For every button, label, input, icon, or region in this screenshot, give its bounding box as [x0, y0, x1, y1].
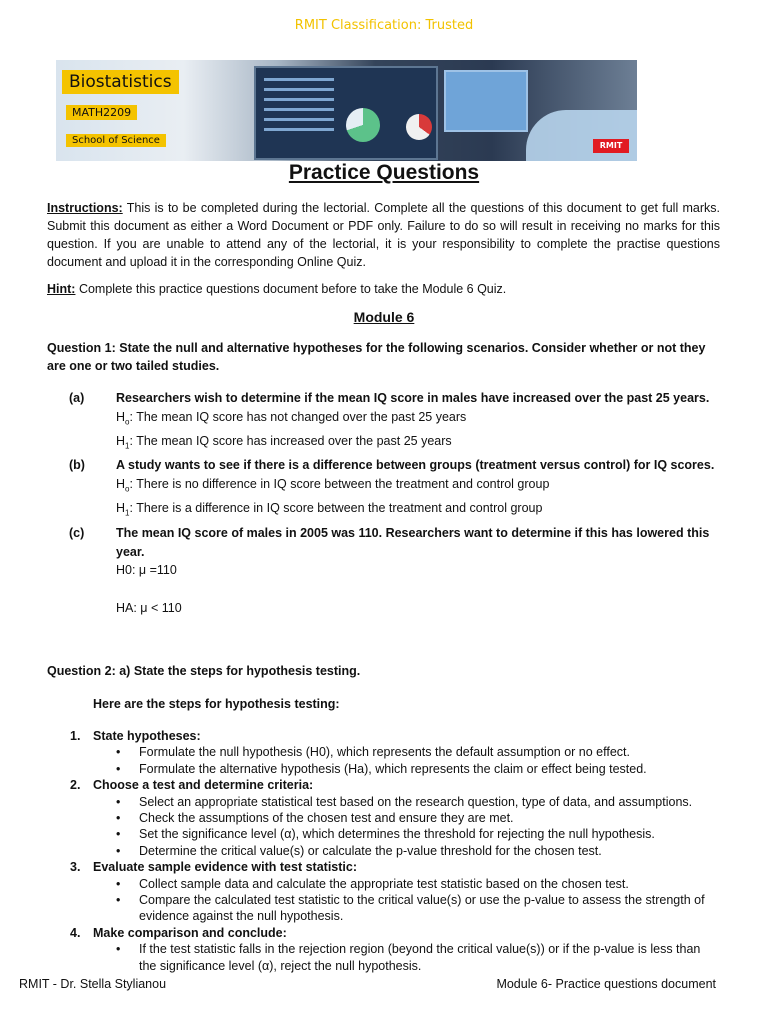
step-item — [70, 859, 720, 925]
footer-document-title: Module 6- Practice questions document — [496, 977, 716, 991]
step-bullet: Collect sample data and calculate the appropriate test statistic based on the chosen test. — [139, 876, 629, 891]
question-1-part-b — [69, 456, 720, 523]
banner-pie-chart-image-small — [406, 114, 432, 140]
course-banner — [56, 60, 637, 161]
hypothesis-steps-list — [70, 728, 720, 974]
step-bullet: Formulate the alternative hypothesis (Ha), which represents the claim or effect being tested. — [139, 761, 647, 776]
question-1-parts — [69, 389, 720, 618]
step-number: 3. — [70, 860, 81, 875]
instructions-text: This is to be completed during the lectorial. Complete all the questions of this document to get full marks. Submit this document as either a Word Document or PDF only. Failure to do so will result in receiving no marks for this question. If you are unable to attend any of the lectorial, it is your responsibility to complete the practise questions document and upload it in the corresponding Online Quiz. — [47, 201, 720, 269]
banner-gloved-hand-image — [526, 110, 637, 161]
banner-touchscreen-image — [444, 70, 528, 132]
bullet-icon: • — [116, 745, 121, 760]
step-title: Evaluate sample evidence with test statistic: — [93, 860, 357, 875]
question-2-intro: Here are the steps for hypothesis testing: — [93, 697, 340, 711]
step-bullet: Set the significance level (α), which determines the threshold for rejecting the null hypothesis. — [139, 827, 655, 842]
question-1-text: Question 1: State the null and alternative hypotheses for the following scenarios. Consider whether or not they are one or two tailed studies. — [47, 341, 706, 373]
step-bullet: If the test statistic falls in the rejection region (beyond the critical value(s)) or if the p-value is less than the significance level (α), reject the null hypothesis. — [139, 942, 701, 973]
bullet-icon: • — [116, 942, 121, 957]
question-2-text: Question 2: a) State the steps for hypothesis testing. — [47, 664, 361, 678]
step-item — [70, 728, 720, 777]
footer-author: RMIT - Dr. Stella Stylianou — [19, 977, 167, 991]
banner-course-code: MATH2209 — [66, 105, 137, 120]
hint-text: Complete this practice questions document before to take the Module 6 Quiz. — [75, 282, 507, 296]
part-label: (b) — [69, 458, 85, 473]
hint-label: Hint: — [47, 282, 76, 296]
bullet-icon: • — [116, 794, 121, 809]
part-label: (c) — [69, 525, 85, 540]
part-prompt: A study wants to see if there is a difference between groups (treatment versus control) for IQ scores. — [116, 458, 715, 473]
alternative-hypothesis: $H_1$: The mean IQ score has increased over the past 25 years — [116, 434, 452, 451]
null-hypothesis: $H_o$: The mean IQ score has not changed over the past 25 years — [116, 409, 467, 427]
part-label: (a) — [69, 391, 85, 405]
bullet-icon: • — [116, 893, 121, 908]
banner-pie-chart-image — [346, 108, 380, 142]
null-hypothesis: $H_o$: There is no difference in IQ score between the treatment and control group — [116, 477, 550, 494]
instructions-label: Instructions: — [47, 201, 123, 215]
hint-paragraph — [47, 280, 720, 298]
step-bullet: Determine the critical value(s) or calculate the p-value threshold for the chosen test. — [139, 843, 602, 858]
classification-label: RMIT Classification: Trusted — [294, 18, 474, 33]
rmit-logo: RMIT — [593, 139, 629, 153]
step-item — [70, 925, 720, 974]
instructions-paragraph — [47, 199, 720, 271]
page-title: Practice Questions — [288, 161, 480, 184]
step-item — [70, 777, 720, 859]
banner-subject: Biostatistics — [62, 70, 179, 94]
banner-school: School of Science — [66, 134, 166, 147]
alternative-hypothesis: HA: μ < 110 — [116, 601, 182, 616]
part-prompt: The mean IQ score of males in 2005 was 110. Researchers want to determine if this has lowered this year. — [116, 525, 710, 559]
bullet-icon: • — [116, 843, 121, 858]
step-bullet: Formulate the null hypothesis (H0), which represents the default assumption or no effect. — [139, 745, 630, 760]
bullet-icon: • — [116, 761, 121, 776]
step-title: State hypotheses: — [93, 729, 201, 743]
bullet-icon: • — [116, 827, 121, 842]
step-title: Make comparison and conclude: — [93, 925, 287, 940]
step-bullet: Select an appropriate statistical test based on the research question, type of data, and assumptions. — [139, 794, 693, 809]
step-title: Choose a test and determine criteria: — [93, 778, 314, 793]
bullet-icon: • — [116, 811, 121, 826]
step-number: 1. — [70, 729, 81, 743]
banner-monitor-image — [254, 66, 438, 160]
step-bullet: Check the assumptions of the chosen test and ensure they are met. — [139, 811, 514, 826]
alternative-hypothesis: $H_1$: There is a difference in IQ score between the treatment and control group — [116, 501, 543, 518]
part-prompt: Researchers wish to determine if the mean IQ score in males have increased over the past 25 years. — [116, 391, 710, 405]
step-number: 2. — [70, 778, 81, 793]
step-bullet: Compare the calculated test statistic to the critical value(s) or use the p-value to assess the strength of evidence against the null hypothesis. — [139, 893, 705, 924]
null-hypothesis: H0: μ =110 — [116, 563, 177, 578]
question-1-part-c — [69, 524, 720, 618]
bullet-icon: • — [116, 876, 121, 891]
step-number: 4. — [70, 925, 81, 940]
question-1-part-a — [69, 389, 720, 456]
module-heading: Module 6 — [353, 309, 415, 325]
